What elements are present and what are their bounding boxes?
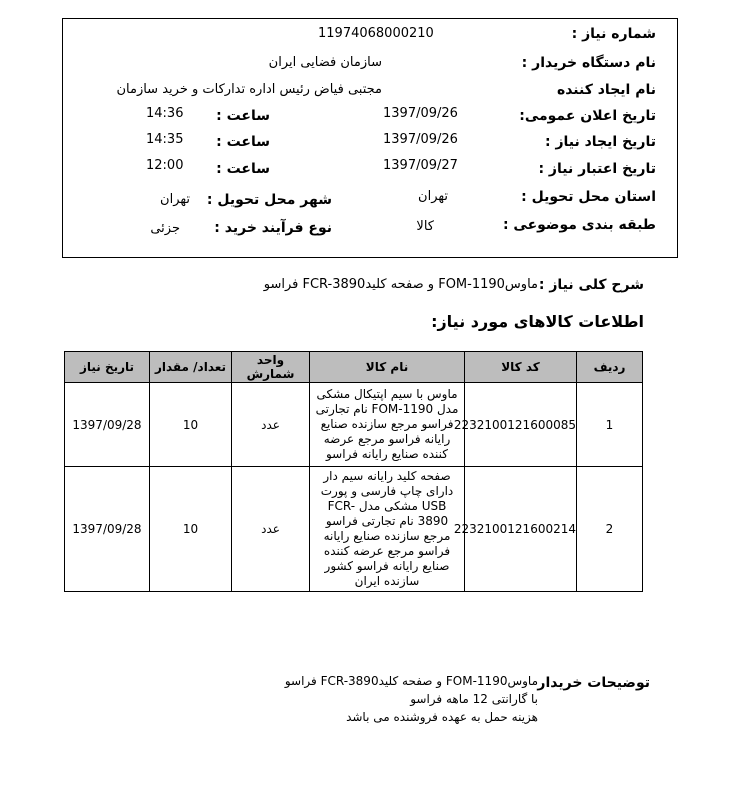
header-qty: تعداد/ مقدار — [150, 352, 232, 383]
delivery-province-value: تهران — [418, 189, 448, 204]
cell-unit: عدد — [232, 467, 310, 592]
header-code: کد کالا — [465, 352, 577, 383]
buyer-org-label: نام دستگاه خریدار : — [521, 55, 656, 71]
cell-row-number: 1 — [577, 383, 643, 467]
buyer-org-value: سازمان فضایی ایران — [268, 55, 382, 70]
header-unit: واحد شمارش — [232, 352, 310, 383]
table-row — [65, 467, 643, 592]
public-date-value: 1397/09/26 — [383, 106, 458, 121]
process-type-label: نوع فرآیند خرید : — [214, 220, 332, 236]
need-number-label: شماره نیاز : — [571, 26, 656, 42]
buyer-notes-line1: ماوسFOM-1190 و صفحه کلیدFCR-3890 فراسو — [284, 674, 538, 688]
table-row — [65, 383, 643, 467]
cell-row-number: 2 — [577, 467, 643, 592]
summary-text: ماوسFOM-1190 و صفحه کلیدFCR-3890 فراسو — [263, 277, 538, 292]
buyer-notes-line2: با گارانتی 12 ماهه فراسو — [410, 692, 538, 706]
delivery-province-label: استان محل تحویل : — [521, 189, 656, 205]
header-date: تاریخ نیاز — [65, 352, 150, 383]
validity-time-label: ساعت : — [216, 161, 270, 177]
delivery-city-value: تهران — [160, 192, 190, 207]
public-time-label: ساعت : — [216, 108, 270, 124]
cell-qty: 10 — [150, 383, 232, 467]
cell-date: 1397/09/28 — [65, 467, 150, 592]
validity-date-label: تاریخ اعتبار نیاز : — [538, 161, 656, 177]
cell-date: 1397/09/28 — [65, 383, 150, 467]
header-row-number: ردیف — [577, 352, 643, 383]
header-name: نام کالا — [310, 352, 465, 383]
create-date-label: تاریخ ایجاد نیاز : — [544, 134, 656, 150]
cell-name: صفحه کلید رایانه سیم دار دارای چاپ فارسی و پورت USB مشکی مدل FCR-3890 نام تجارتی فراسو مرجع سازنده صنایع رایانه فراسو مرجع عرضه کننده صنایع رایانه فراسو کشور سازنده ایران — [310, 467, 465, 592]
public-time-value: 14:36 — [146, 106, 184, 121]
create-date-value: 1397/09/26 — [383, 132, 458, 147]
process-type-value: جزئی — [150, 221, 180, 236]
table-header-row — [65, 352, 643, 383]
summary-label: شرح کلی نیاز : — [538, 277, 644, 293]
buyer-notes-line3: هزینه حمل به عهده فروشنده می باشد — [346, 710, 538, 724]
delivery-city-label: شهر محل تحویل : — [206, 192, 332, 208]
creator-label: نام ایجاد کننده — [556, 82, 656, 98]
items-table — [64, 351, 643, 592]
cell-code: 2232100121600214 — [465, 467, 577, 592]
buyer-notes-label: توضیحات خریدار — [537, 675, 650, 691]
cell-qty: 10 — [150, 467, 232, 592]
category-value: کالا — [416, 219, 434, 234]
validity-date-value: 1397/09/27 — [383, 158, 458, 173]
category-label: طبقه بندی موضوعی : — [502, 217, 656, 233]
cell-name: ماوس با سیم اپتیکال مشکی مدل FOM-1190 نام تجارتی فراسو مرجع سازنده صنایع رایانه فراسو مرجع عرضه کننده صنایع رایانه فراسو — [310, 383, 465, 467]
need-number-value: 11974068000210 — [318, 26, 434, 41]
validity-time-value: 12:00 — [146, 158, 184, 173]
cell-unit: عدد — [232, 383, 310, 467]
cell-code: 2232100121600085 — [465, 383, 577, 467]
items-section-title: اطلاعات کالاهای مورد نیاز: — [431, 312, 644, 331]
public-date-label: تاریخ اعلان عمومی: — [519, 108, 656, 124]
create-time-label: ساعت : — [216, 134, 270, 150]
creator-value: مجتبی فیاض رئیس اداره تدارکات و خرید سازمان — [116, 82, 382, 97]
create-time-value: 14:35 — [146, 132, 184, 147]
